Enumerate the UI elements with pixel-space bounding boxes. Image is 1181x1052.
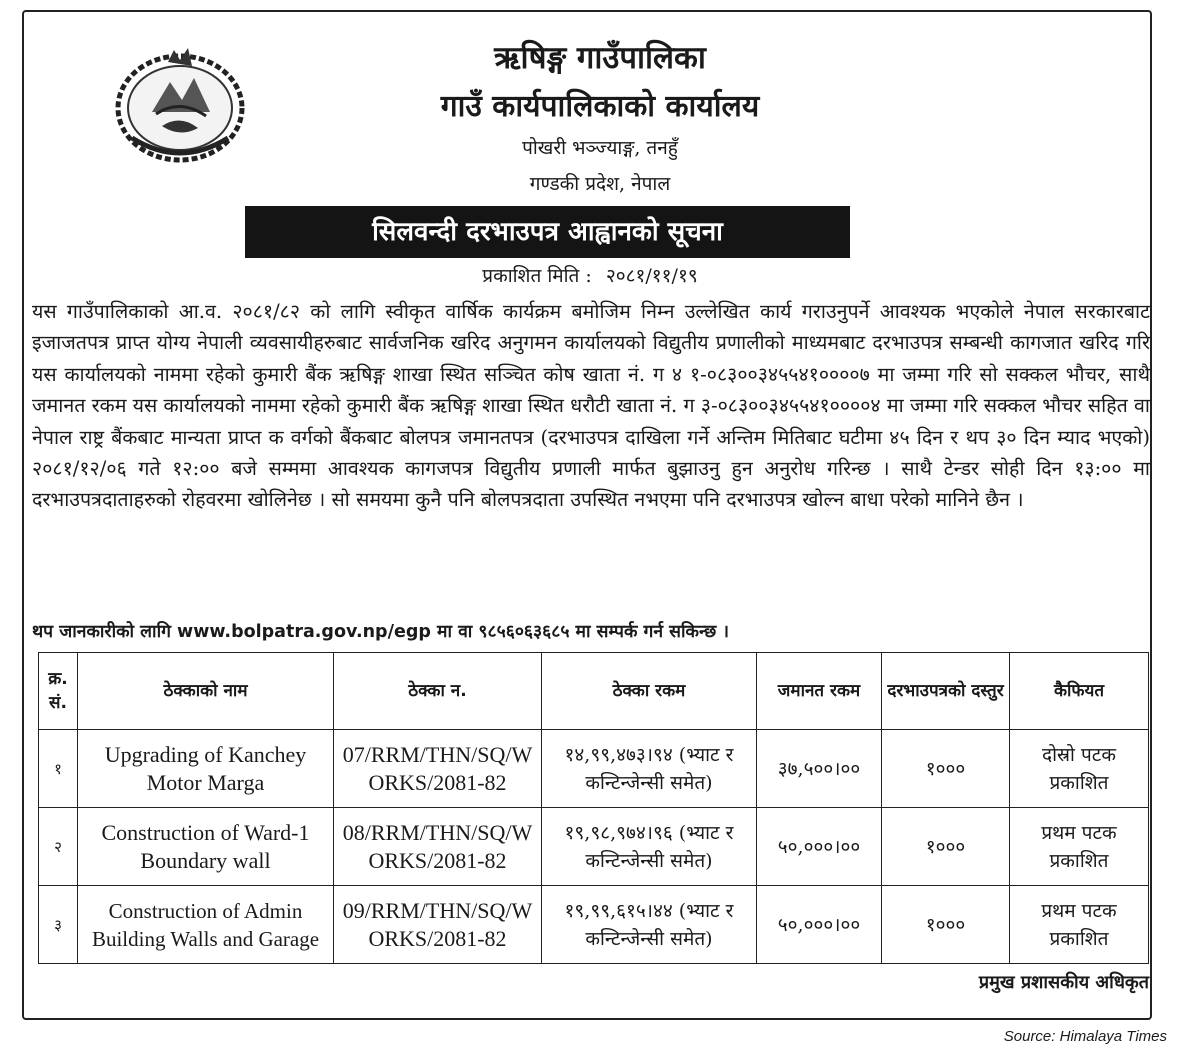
cell-guarantee: ५०,०००।००	[757, 808, 882, 886]
published-date	[400, 262, 780, 288]
cell-fee: १०००	[882, 886, 1010, 964]
cell-sn: ३	[39, 886, 78, 964]
cell-sn: २	[39, 808, 78, 886]
col-header-name: ठेक्काको नाम	[78, 653, 334, 730]
col-header-guarantee: जमानत रकम	[757, 653, 882, 730]
cell-contract-no: 09/RRM/THN/SQ/WORKS/2081-82	[334, 886, 542, 964]
municipality-name: ऋषिङ्ग गाउँपालिका	[494, 40, 706, 76]
cell-amount: १९,९८,९७४।९६ (भ्याट र कन्टिन्जेन्सी समेत)	[542, 808, 757, 886]
col-header-amount: ठेक्का रकम	[542, 653, 757, 730]
cell-name: Construction of Admin Building Walls and Garage	[78, 886, 334, 964]
table-row	[39, 808, 1149, 886]
notice-title-banner: सिलवन्दी दरभाउपत्र आह्वानको सूचना	[245, 206, 850, 258]
cell-name: Construction of Ward-1 Boundary wall	[78, 808, 334, 886]
col-header-remarks: कैफियत	[1010, 653, 1149, 730]
cell-fee: १०००	[882, 808, 1010, 886]
office-name: गाउँ कार्यपालिकाको कार्यालय	[440, 89, 760, 124]
cell-guarantee: ३७,५००।००	[757, 730, 882, 808]
cell-contract-no: 08/RRM/THN/SQ/WORKS/2081-82	[334, 808, 542, 886]
col-header-fee: दरभाउपत्रको दस्तुर	[882, 653, 1010, 730]
published-date-value: २०८१/११/१९	[605, 265, 698, 287]
cell-sn: १	[39, 730, 78, 808]
cell-guarantee: ५०,०००।००	[757, 886, 882, 964]
cell-name: Upgrading of Kanchey Motor Marga	[78, 730, 334, 808]
table-header-row	[39, 653, 1149, 730]
source-credit: Source: Himalaya Times	[1003, 1028, 1167, 1045]
col-header-contract-no: ठेक्का न.	[334, 653, 542, 730]
signature-title: प्रमुख प्रशासकीय अधिकृत	[978, 972, 1149, 993]
cell-fee: १०००	[882, 730, 1010, 808]
address-line-2: गण्डकी प्रदेश, नेपाल	[529, 173, 671, 195]
notice-body: यस गाउँपालिकाको आ.व. २०८१/८२ को लागि स्वीकृत वार्षिक कार्यक्रम बमोजिम निम्न उल्लेखित कार्य गराउनुपर्ने आवश्यक भएकोले नेपाल सरकारबाट इजाजतपत्र प्राप्त योग्य नेपाली व्यवसायीहरुबाट सार्वजनिक खरिद अनुगमन कार्यालयको विद्युतीय प्रणालीको माध्यमबाट दरभाउपत्र सम्बन्धी कागजात खरिद गरि यस कार्यालयको नाममा रहेको कुमारी बैंक ऋषिङ्ग शाखा स्थित सञ्चित कोष खाता नं. ग ४ १-०८३००३४५५४१००००७ मा जम्मा गरि सो सक्कल भौचर, साथै जमानत रकम यस कार्यालयको नाममा रहेको कुमारी बैंक ऋषिङ्ग शाखा स्थित धरौटी खाता नं. ग ३-०८३००३४५५४१००००४ मा जम्मा गरि सक्कल भौचर सहित वा नेपाल राष्ट्र बैंकबाट मान्यता प्राप्त क वर्गको बैंकबाट बोलपत्र जमानतपत्र (दरभाउपत्र दाखिला गर्ने अन्तिम मितिबाट घटीमा ४५ दिन र थप ३० दिन म्याद भएको) २०८१/१२/०६ गते १२:०० बजे सम्ममा आवश्यक कागजपत्र विद्युतीय प्रणाली मार्फत बुझाउनु हुन अनुरोध गरिन्छ । साथै टेन्डर सोही दिन १३:०० मा दरभाउपत्रदाताहरुको रोहवरमा खोलिनेछ । सो समयमा कुनै पनि बोलपत्रदाता उपस्थित नभएमा पनि दरभाउपत्र खोल्न बाधा परेको मानिने छैन ।	[32, 300, 1150, 512]
table-row	[39, 730, 1149, 808]
address-line-1: पोखरी भञ्ज्याङ्ग, तनहुँ	[522, 137, 678, 159]
cell-contract-no: 07/RRM/THN/SQ/WORKS/2081-82	[334, 730, 542, 808]
col-header-sn: क्र. सं.	[39, 653, 78, 730]
tender-table	[38, 652, 1149, 964]
cell-amount: १९,९९,६१५।४४ (भ्याट र कन्टिन्जेन्सी समेत)	[542, 886, 757, 964]
cell-remarks: प्रथम पटक प्रकाशित	[1010, 886, 1149, 964]
contact-line: थप जानकारीको लागि www.bolpatra.gov.np/egp मा वा ९८५६०६३६८५ मा सम्पर्क गर्न सकिन्छ ।	[32, 622, 729, 642]
nepal-emblem-icon	[112, 42, 248, 166]
table-row	[39, 886, 1149, 964]
published-date-label: प्रकाशित मिति :	[482, 265, 592, 287]
cell-remarks: दोस्रो पटक प्रकाशित	[1010, 730, 1149, 808]
cell-remarks: प्रथम पटक प्रकाशित	[1010, 808, 1149, 886]
cell-amount: १४,९९,४७३।९४ (भ्याट र कन्टिन्जेन्सी समेत)	[542, 730, 757, 808]
